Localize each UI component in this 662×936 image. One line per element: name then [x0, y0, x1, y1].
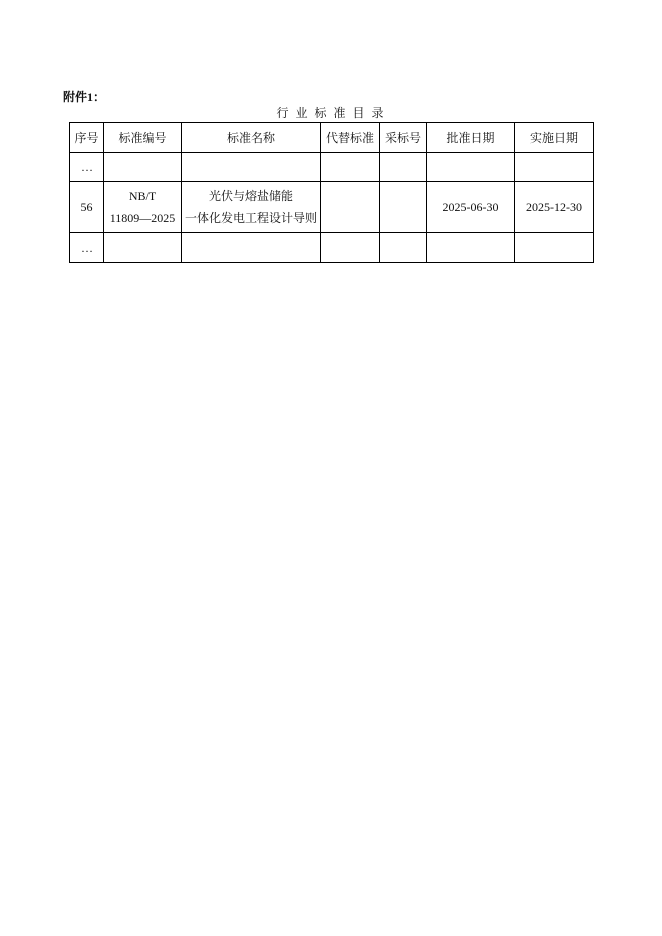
standards-table	[69, 122, 594, 263]
cell-seq: 56	[70, 182, 104, 233]
cell-replaced-standard	[321, 233, 380, 263]
cell-adopted-standard	[380, 153, 427, 182]
standard-code-line: NB/T	[128, 189, 157, 203]
cell-seq: …	[70, 153, 104, 182]
cell-replaced-standard	[321, 182, 380, 233]
cell-adopted-standard	[380, 182, 427, 233]
cell-approval-date: 2025-06-30	[427, 182, 515, 233]
header-implementation-date: 实施日期	[515, 123, 594, 153]
cell-seq: …	[70, 233, 104, 263]
cell-standard-code	[104, 153, 182, 182]
table-row	[70, 233, 594, 263]
catalog-title: 行 业 标 准 目 录	[276, 106, 386, 120]
header-standard-name: 标准名称	[182, 123, 321, 153]
header-replaced-standard: 代替标准	[321, 123, 380, 153]
cell-implementation-date	[515, 233, 594, 263]
header-approval-date: 批准日期	[427, 123, 515, 153]
attachment-label: 附件1：	[63, 90, 106, 104]
cell-standard-name	[182, 182, 321, 233]
cell-standard-name	[182, 153, 321, 182]
cell-standard-code	[104, 182, 182, 233]
table-header-row	[70, 123, 594, 153]
header-adopted-standard: 采标号	[380, 123, 427, 153]
table-row	[70, 182, 594, 233]
cell-adopted-standard	[380, 233, 427, 263]
cell-implementation-date	[515, 153, 594, 182]
cell-implementation-date: 2025-12-30	[515, 182, 594, 233]
header-seq: 序号	[70, 123, 104, 153]
cell-standard-name	[182, 233, 321, 263]
cell-replaced-standard	[321, 153, 380, 182]
standard-name-line: 一体化发电工程设计导则	[184, 211, 317, 225]
cell-approval-date	[427, 153, 515, 182]
cell-approval-date	[427, 233, 515, 263]
cell-standard-code	[104, 233, 182, 263]
table-row	[70, 153, 594, 182]
standard-name-line: 光伏与熔盐储能	[208, 189, 293, 203]
standard-code-line: 11809—2025	[109, 211, 176, 225]
header-standard-code: 标准编号	[104, 123, 182, 153]
